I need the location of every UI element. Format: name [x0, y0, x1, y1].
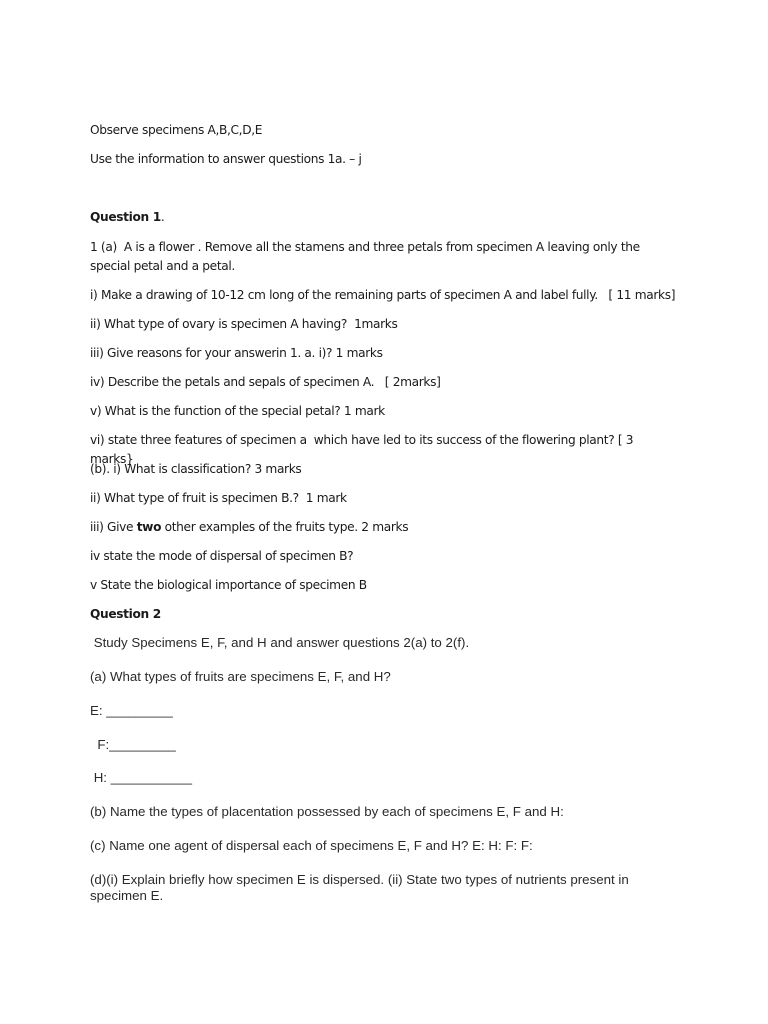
question-1a-item-v: v) What is the function of the special petal? 1 mark — [90, 404, 385, 418]
question-2a: (a) What types of fruits are specimens E, F, and H? — [90, 669, 391, 684]
question-1a-item-iv: iv) Describe the petals and sepals of specimen A. [ 2marks] — [90, 375, 441, 389]
question-1b-item-iii-suffix: other examples of the fruits type. 2 marks — [161, 520, 409, 534]
question-2a-blank-f: F:_________ — [90, 737, 176, 752]
intro-line-observe: Observe specimens A,B,C,D,E — [90, 123, 263, 137]
question-1b-item-v: v State the biological importance of specimen B — [90, 578, 367, 592]
question-1-heading-period: . — [160, 210, 165, 224]
intro-line-instructions: Use the information to answer questions 1a. – j — [90, 152, 362, 166]
question-1b-item-i: (b). i) What is classification? 3 marks — [90, 462, 302, 476]
question-2-heading: Question 2 — [90, 607, 161, 621]
question-1b-item-iii — [90, 518, 680, 537]
question-1b-item-iv: iv state the mode of dispersal of specimen B? — [90, 549, 354, 563]
question-1b-item-ii: ii) What type of fruit is specimen B.? 1 mark — [90, 491, 347, 505]
question-1a-item-vi: vi) state three features of specimen a which have led to its success of the flowering plant? [ 3 marks} — [90, 433, 637, 466]
question-1a-item-ii: ii) What type of ovary is specimen A having? 1marks — [90, 317, 398, 331]
question-2-intro: Study Specimens E, F, and H and answer questions 2(a) to 2(f). — [90, 635, 470, 650]
question-1-heading-text: Question 1 — [90, 210, 161, 224]
question-1b-item-iii-prefix: iii) Give — [90, 520, 137, 534]
question-1b-item-iii-bold: two — [136, 520, 162, 534]
question-2b: (b) Name the types of placentation possessed by each of specimens E, F and H: — [90, 804, 564, 819]
question-2d: (d)(i) Explain briefly how specimen E is dispersed. (ii) State two types of nutrients present in specimen E. — [90, 872, 633, 903]
question-1a-item-iii: iii) Give reasons for your answerin 1. a. i)? 1 marks — [90, 346, 383, 360]
question-1a-intro: 1 (a) A is a flower . Remove all the stamens and three petals from specimen A leaving only the special petal and a petal. — [90, 240, 644, 273]
question-2a-blank-h: H: ___________ — [90, 770, 193, 785]
question-1-heading — [90, 208, 680, 227]
question-2c: (c) Name one agent of dispersal each of specimens E, F and H? E: H: F: F: — [90, 838, 533, 853]
question-1a-item-i: i) Make a drawing of 10-12 cm long of the remaining parts of specimen A and label fully. [ 11 marks] — [90, 288, 676, 302]
question-2a-blank-e: E: _________ — [90, 703, 173, 718]
